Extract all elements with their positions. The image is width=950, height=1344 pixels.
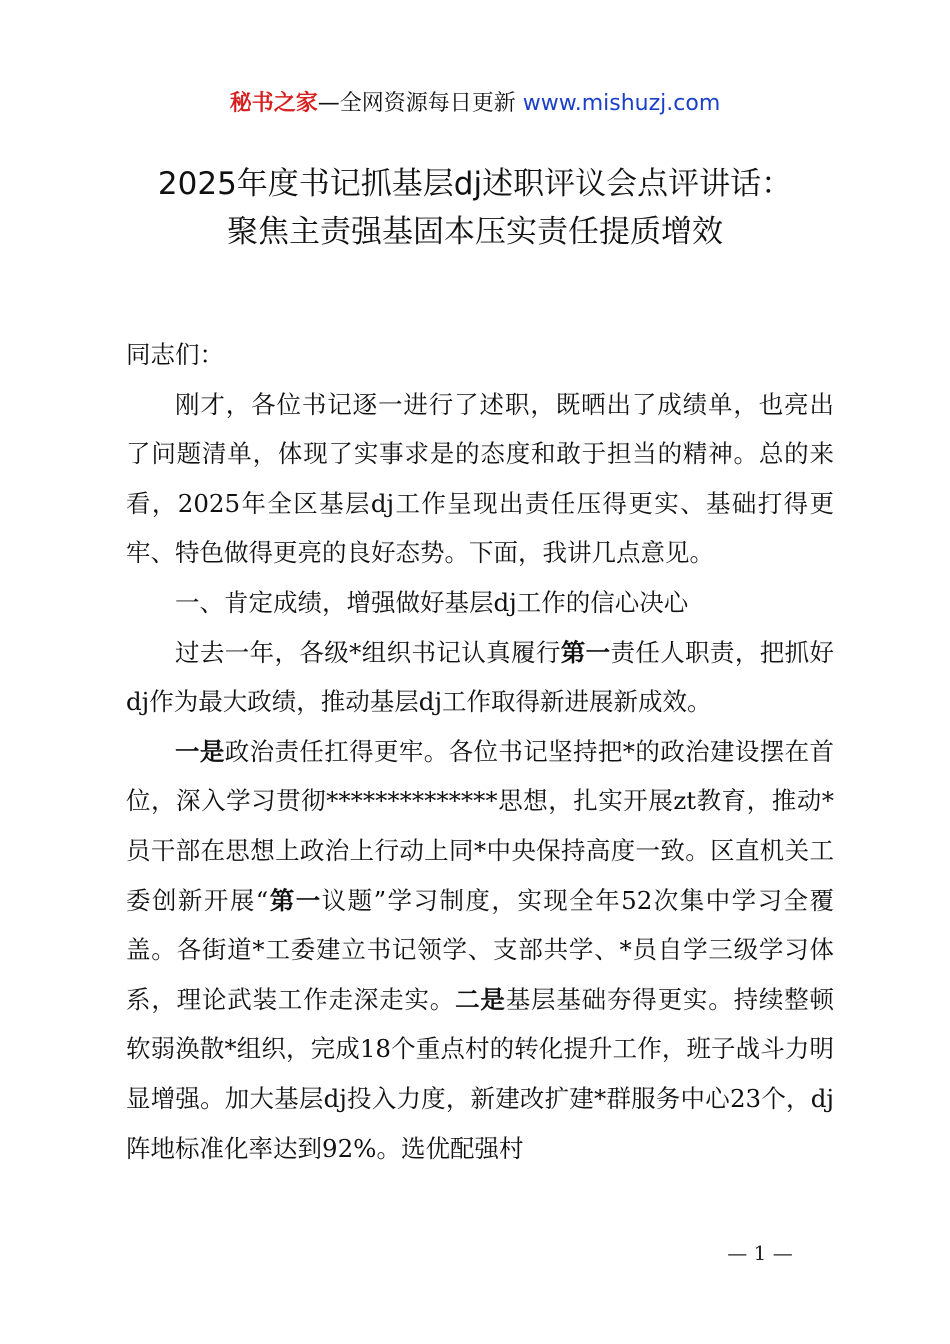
- document-body: [126, 330, 834, 1173]
- paragraph-text: 政治责任扛得更牢。各位书记坚持把*的政治建设摆在首位，深入学习贯彻**************思想，扎实开展zt教育，推动*员干部在思想上政治上行动上同*中央保持高度一致。区直机关工委创新开展“: [126, 736, 834, 915]
- bold-text: 第一: [268, 885, 322, 915]
- paragraph-text: 议题”学习制度，实现全年52次集中学习全覆盖。各街道*工委建立书记领学、支部共学、*员自学三级学习体系，理论武装工作走深走实。: [126, 885, 835, 1014]
- salutation: 同志们：: [126, 340, 224, 369]
- paragraph-text: 过去一年，各级*组织书记认真履行: [175, 637, 561, 667]
- header-slogan: —全网资源每日更新: [317, 91, 523, 116]
- paragraph-points: [126, 727, 834, 1173]
- bold-text: 一是: [175, 736, 225, 766]
- bold-text: 二是: [455, 984, 506, 1014]
- page-number: — 1 —: [727, 1241, 793, 1265]
- paragraph-intro: 刚才，各位书记逐一进行了述职，既晒出了成绩单，也亮出了问题清单，体现了实事求是的态度和敢于担当的精神。总的来看，2025年全区基层dj工作呈现出责任压得更实、基础打得更牢、特色做得更亮的良好态势。下面，我讲几点意见。: [126, 389, 834, 568]
- brand-name: 秘书之家: [229, 91, 318, 116]
- site-url-link[interactable]: www.mishuzj.com: [522, 91, 721, 116]
- paragraph-text: 基层基础夯得更实。持续整顿软弱涣散*组织，完成18个重点村的转化提升工作，班子战斗力明显增强。加大基层dj投入力度，新建改扩建*群服务中心23个，dj阵地标准化率达到92%。选优配强村: [126, 984, 835, 1163]
- bold-text: 第一: [560, 637, 611, 667]
- title-line-1: 2025年度书记抓基层dj述职评议会点评讲话：: [157, 166, 793, 202]
- document-title: [60, 160, 890, 256]
- paragraph-text: 责任人职责，把抓好dj作为最大政绩，推动基层dj工作取得新进展新成效。: [126, 637, 834, 717]
- paragraph-achievements: [126, 628, 834, 727]
- section-heading-1: 一、肯定成绩，增强做好基层dj工作的信心决心: [175, 587, 689, 617]
- site-header: [0, 88, 950, 120]
- title-line-2: 聚焦主责强基固本压实责任提质增效: [227, 214, 723, 250]
